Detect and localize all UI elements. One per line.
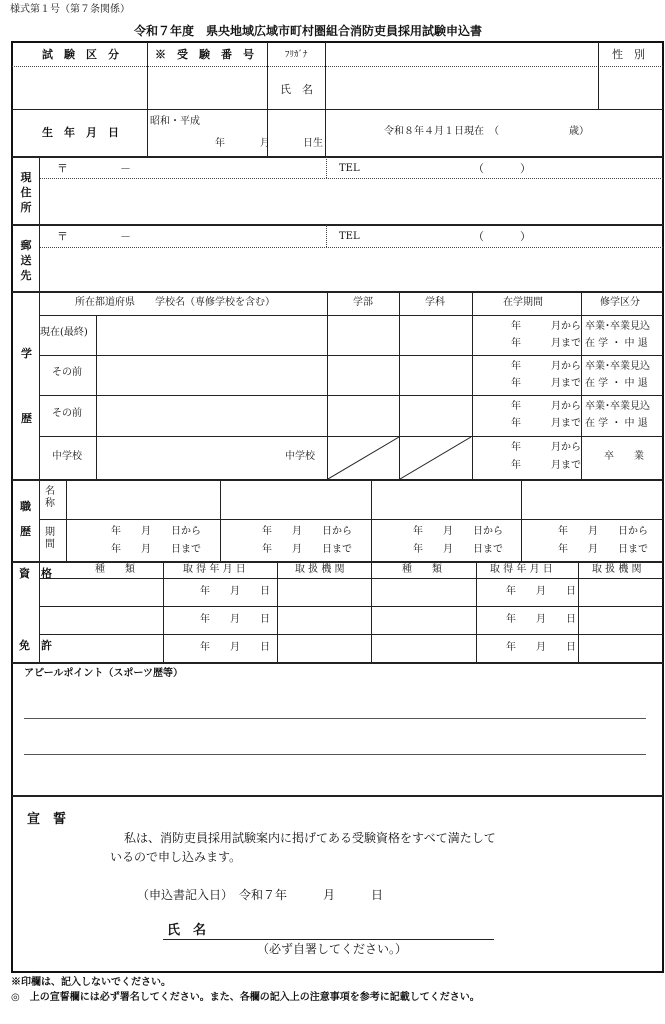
education-status-graduate[interactable]: 卒業･卒業見込: [585, 321, 650, 332]
current-tel-paren-close: ）: [520, 162, 531, 175]
oath-name-label: 氏 名: [167, 923, 207, 938]
furigana-label: ﾌﾘｶﾞﾅ: [285, 50, 308, 60]
education-period-to: 年 月まで: [511, 418, 581, 429]
furigana-field[interactable]: [326, 43, 597, 65]
signature-note: （必ず自署してください。）: [257, 942, 408, 956]
junior-high-suffix: 中学校: [285, 451, 315, 462]
license-header-issuer: 取 扱 機 関: [295, 564, 345, 575]
license-date: 年 月 日: [506, 614, 576, 625]
work-period-to: 年 月 日まで: [558, 544, 648, 555]
work-period-to: 年 月 日まで: [413, 544, 503, 555]
work-period-from: 年 月 日から: [413, 526, 503, 537]
education-school-field[interactable]: [97, 316, 326, 354]
work-period-from: 年 月 日から: [262, 526, 352, 537]
mailing-tel-paren-close: ）: [520, 230, 531, 243]
mailing-postal-dash: －: [120, 230, 131, 243]
license-header-date: 取 得 年 月 日: [183, 564, 246, 575]
oath-line-1: 私は、消防吏員採用試験案内に掲げてある受験資格をすべて満たして: [124, 831, 496, 845]
birth-year-unit: 年: [215, 138, 225, 149]
current-tel-paren-open: （: [473, 162, 484, 175]
mailing-tel-paren-open: （: [473, 230, 484, 243]
oath-date-line: （申込書記入日） 令和７年 月 日: [137, 888, 384, 902]
license-header-date: 取 得 年 月 日: [490, 564, 553, 575]
birth-era-options[interactable]: 昭和・平成: [150, 116, 200, 127]
education-header-period: 在学期間: [503, 297, 543, 308]
license-label-top: 資 格: [19, 567, 52, 580]
license-label-bottom: 免 許: [19, 639, 52, 652]
education-school-field[interactable]: [97, 356, 326, 394]
current-address-label: 現住所: [20, 171, 32, 214]
work-period-from: 年 月 日から: [558, 526, 648, 537]
current-postal-mark: 〒: [57, 162, 68, 175]
gender-label: 性 別: [612, 48, 645, 61]
appeal-point-label: アピールポイント（スポーツ歴等）: [24, 668, 183, 679]
birth-month-unit: 月: [260, 138, 270, 149]
education-label-1: 学: [21, 347, 32, 360]
education-period-from: 年 月から: [511, 401, 581, 412]
footnote-2: ◎ 上の宣誓欄には必ず署名してください。また、各欄の記入上の注意事項を参考に記載してください。: [11, 992, 480, 1003]
license-date: 年 月 日: [506, 642, 576, 653]
footnote-1: ※印欄は、記入しないでください。: [11, 977, 171, 988]
appeal-point-field[interactable]: [14, 685, 662, 791]
education-row-label: 現在(最終): [40, 327, 88, 338]
exam-number-label: ※ 受 験 番 号: [155, 48, 254, 61]
signature-field[interactable]: [215, 918, 493, 938]
education-period-from: 年 月から: [511, 361, 581, 372]
work-label-1: 職: [20, 500, 31, 513]
junior-high-label: 中学校: [52, 451, 82, 462]
name-label: 氏 名: [280, 83, 313, 96]
mailing-tel-label: TEL: [339, 231, 360, 242]
current-tel-label: TEL: [339, 163, 360, 174]
education-period-to: 年 月まで: [511, 338, 581, 349]
license-date: 年 月 日: [200, 586, 270, 597]
age-as-of-note: 令和８年４月１日現在 （ 歳）: [384, 126, 589, 137]
education-header-status: 修学区分: [600, 297, 640, 308]
work-period-to: 年 月 日まで: [262, 544, 352, 555]
current-postal-dash: －: [120, 162, 131, 175]
education-period-to: 年 月まで: [511, 378, 581, 389]
form-number: 様式第１号（第７条関係）: [10, 4, 130, 15]
junior-high-slash-marks: [328, 437, 472, 479]
work-period-to: 年 月 日まで: [111, 544, 201, 555]
education-row-label: その前: [52, 367, 82, 378]
oath-title: 宣 誓: [27, 812, 67, 827]
education-period-from: 年 月から: [511, 321, 581, 332]
name-field[interactable]: [326, 67, 597, 108]
birth-day-unit: 日生: [303, 138, 323, 149]
work-name-field[interactable]: [372, 481, 520, 518]
work-name-label: 名称: [45, 486, 55, 509]
license-date: 年 月 日: [200, 642, 270, 653]
education-row-label: その前: [52, 408, 82, 419]
license-header-type: 種 類: [402, 564, 442, 575]
work-period-label: 期間: [45, 527, 55, 550]
junior-high-period-to: 年 月まで: [511, 460, 581, 471]
work-period-from: 年 月 日から: [111, 526, 201, 537]
exam-category-label: 試 験 区 分: [42, 48, 119, 61]
gender-field[interactable]: [599, 67, 662, 108]
work-name-field[interactable]: [221, 481, 370, 518]
form-title: 令和７年度 県央地域広域市町村圏組合消防吏員採用試験申込書: [134, 24, 483, 38]
work-name-field[interactable]: [522, 481, 662, 518]
education-status-enrolled[interactable]: 在 学 ・ 中 退: [585, 418, 648, 429]
exam-category-field[interactable]: [13, 67, 146, 108]
mailing-postal-mark: 〒: [57, 230, 68, 243]
junior-high-period-from: 年 月から: [511, 442, 581, 453]
license-date: 年 月 日: [200, 614, 270, 625]
education-header-faculty: 学部: [353, 297, 373, 308]
education-school-field[interactable]: [97, 396, 326, 435]
mailing-address-field[interactable]: [40, 249, 662, 290]
junior-high-graduate: 卒 業: [604, 451, 644, 462]
education-status-graduate[interactable]: 卒業･卒業見込: [585, 361, 650, 372]
license-header-type: 種 類: [95, 564, 135, 575]
exam-number-field: [148, 67, 266, 108]
current-address-field[interactable]: [40, 180, 662, 223]
license-header-issuer: 取 扱 機 関: [592, 564, 642, 575]
education-header-department: 学科: [425, 297, 445, 308]
education-label-2: 歴: [21, 412, 32, 425]
work-name-field[interactable]: [67, 481, 219, 518]
education-status-enrolled[interactable]: 在 学 ・ 中 退: [585, 338, 648, 349]
birth-date-label: 生 年 月 日: [42, 126, 119, 139]
work-label-2: 歴: [20, 525, 31, 538]
oath-line-2: いるので申し込みます。: [110, 850, 242, 864]
education-status-graduate[interactable]: 卒業･卒業見込: [585, 401, 650, 412]
mailing-address-label: 郵送先: [20, 239, 32, 282]
license-date: 年 月 日: [506, 586, 576, 597]
education-status-enrolled[interactable]: 在 学 ・ 中 退: [585, 378, 648, 389]
education-header-school: 所在都道府県 学校名（専修学校を含む）: [75, 297, 275, 308]
